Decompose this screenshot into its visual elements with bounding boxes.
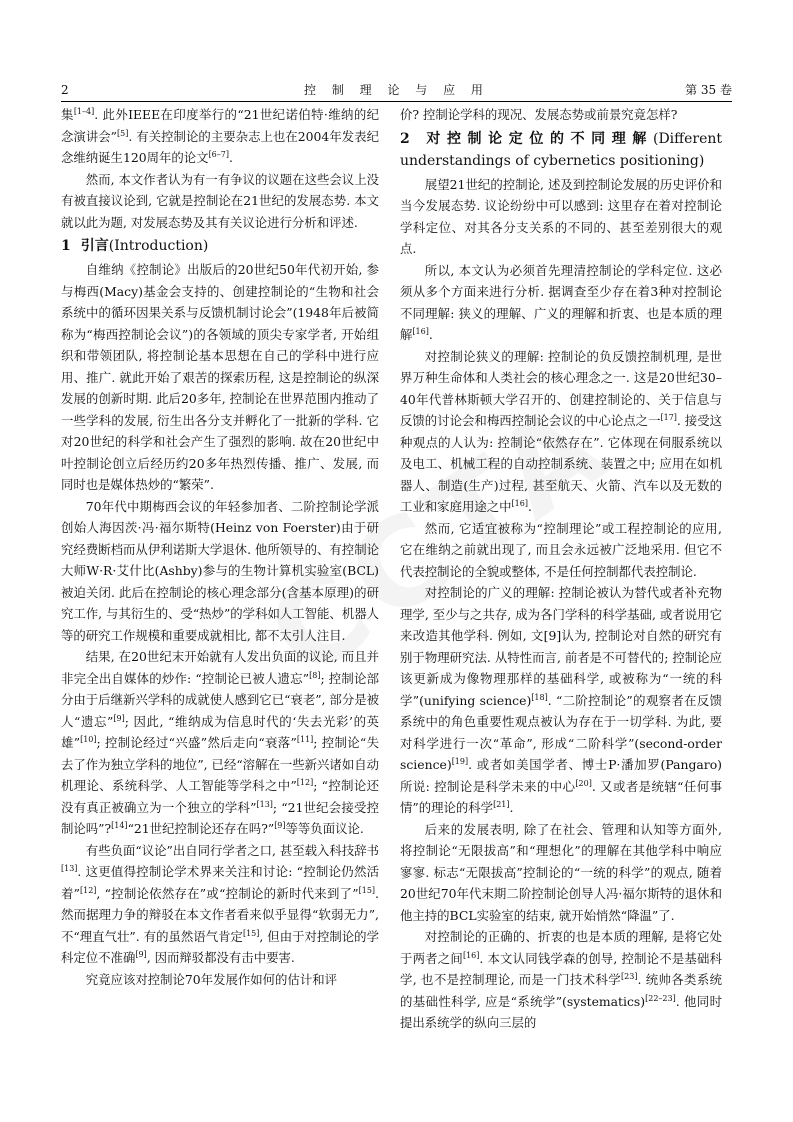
paragraph	[61, 840, 379, 969]
paragraph-text: , 但由于对控制论的学科定位不准确	[61, 928, 379, 965]
paragraph	[61, 646, 379, 840]
paragraph-text: 后来的发展表明, 除了在社会、管理和认知等方面外, 将控制论“无限拔高”和“理想化”的理解在其他学科中响应寥寥. 标志“无限拔高”控制论的“一统的科学”的观点, 随着20世纪70年代末期二阶控制论创导人冯·福尔斯特的退休和他主持的BCL实验室的结束, 就开始悄然“降温”了.	[400, 821, 722, 923]
paragraph-text: 究竟应该对控制论70年发展作如何的估计和评	[85, 971, 337, 987]
citation-ref: [13]	[61, 863, 78, 873]
paragraph	[400, 260, 722, 346]
paragraph	[61, 169, 379, 234]
paragraph	[61, 104, 379, 169]
paragraph-text: . 这更值得控制论学术界来关注和讨论: “控制论仍然活着”	[61, 864, 379, 901]
citation-ref: [10]	[80, 734, 97, 744]
paragraph	[400, 819, 722, 927]
paragraph	[400, 346, 722, 518]
volume-label: 第 35 卷	[685, 83, 732, 97]
paragraph-text: 对控制论的正确的、折衷的也是本质的理解, 是将它处于两者之间	[400, 929, 722, 966]
citation-ref: [14]	[111, 820, 128, 830]
paragraph-text: .	[509, 800, 514, 815]
paragraph-text: .	[228, 150, 233, 165]
paragraph-text: , “控制论依然存在”或“控制论的新时代来到了”	[96, 885, 359, 901]
section-title-english: (Different understandings of cybernetics positioning)	[400, 130, 722, 169]
paragraph-text: 70年代中期梅西会议的年轻参加者、二阶控制论学派创始人海因茨·冯·福尔斯特(Heinz von Foerster)由于研究经费断档而从伊利诺斯大学退休. 他所领导的、有控制论大师W·R·艾什比(Ashby)参与的生物计算机实验室(BCL)被迫关闭. 此后在控制论的核心理念部分(含基本原理)的研究工作, 与其衍生的、受“热炒”的学科如人工智能、机器人等的研究工作规模和重要成就相比, 都不太引人注目.	[61, 498, 379, 643]
paragraph-text: . 统帅各类系统的基础性科学, 应是“系统学”(systematics)	[400, 972, 722, 1009]
paragraph-text: 集	[61, 107, 74, 122]
citation-ref: [18]	[531, 692, 548, 702]
paragraph-text: 结果, 在20世纪末开始就有人发出负面的议论, 而且并非完全出自媒体的炒作: “控制论已被人遗忘”	[61, 649, 379, 686]
section-number: 2	[400, 130, 410, 147]
running-header	[61, 81, 732, 99]
section-number: 1	[61, 238, 71, 254]
citation-ref: [12]	[80, 885, 97, 895]
section-heading	[61, 235, 379, 257]
citation-ref: [11]	[296, 734, 314, 744]
citation-ref: [15]	[242, 928, 260, 938]
paragraph	[61, 969, 379, 991]
paragraph-text: ; 控制论经过“兴盛”然后走向“衰落”	[96, 735, 297, 750]
paragraph-text: . “二阶控制论”的观察者在反馈系统中的角色重要性观点被认为存在于一切学科. 为此, 要对科学进行一次“革命”, 形成“二阶科学”(second-order science)	[400, 692, 723, 772]
paragraph-text: 等等负面议论.	[285, 821, 364, 836]
paragraph	[61, 496, 379, 647]
paragraph	[400, 174, 722, 260]
paragraph-text: 展望21世纪的控制论, 述及到控制论发展的历史评价和当今发展态势. 议论纷纷中可以感到: 这里存在着对控制论学科定位、对其各分支关系的不同的、甚至差别很大的观点.	[400, 176, 722, 256]
paragraph-text: . 然而据理力争的辩驳在本文作者看来似乎显得“软弱无力”, 不“理直气壮”. 有的虽然语气肯定	[61, 885, 379, 944]
citation-ref: [6–7]	[208, 149, 229, 159]
paragraph-text: , 因而辩驳都没有击中要害.	[146, 950, 295, 965]
citation-ref: [21]	[493, 799, 510, 809]
header-rule	[61, 101, 732, 102]
paragraph-text: ; “21世纪会接受控制论吗”?	[61, 799, 379, 836]
paragraph	[400, 104, 722, 126]
paragraph-text: 然而, 本文作者认为有一有争议的议题在这些会议上没有被直接议论到, 它就是控制论在21世纪的发展态势. 本文就以此为题, 对发展态势及其有关议论进行分析和评述.	[61, 171, 379, 230]
citation-ref: [8]	[309, 670, 321, 680]
citation-ref: [16]	[412, 326, 429, 336]
paragraph-text: 然而, 它适宜被称为“控制理论”或工程控制论的应用, 它在维纳之前就出现了, 而且会永远被广泛地采用. 但它不代表控制论的全貌或整体, 不是任何控制都代表控制论.	[400, 520, 722, 579]
paragraph	[61, 259, 379, 496]
citation-ref: [9]	[113, 713, 125, 723]
paragraph-text: . 或者如美国学者、博士P·潘加罗(Pangaro)所说: 控制论是科学未来的中心	[400, 757, 722, 794]
paragraph-text: ; “控制论还没有真正被确立为一个独立的学科”	[61, 778, 379, 815]
paragraph-text: .	[527, 499, 532, 514]
citation-ref: [5]	[117, 128, 129, 138]
paragraph-text: . 此外IEEE在印度举行的“21世纪诺伯特·维纳的纪念演讲会”	[61, 107, 380, 144]
paragraph-text: 有些负面“议论”出自同行学者之口, 甚至载入科技辞书	[85, 842, 379, 858]
paragraph	[400, 926, 722, 1034]
section-title-english: (Introduction)	[108, 238, 209, 254]
paragraph-text: 自维纳《控制论》出版后的20世纪50年代初开始, 参与梅西(Macy)基金会支持的、创建控制论的“生物和社会系统中的循环因果关系与反馈机制讨论会”(1948年后被简称为“梅西控制论会议”)的各领域的顶尖专家学者, 开始组织和带领团队, 将控制论基本思想在自己的学科中进行应用、推广. 就此开始了艰苦的探索历程, 这是控制论的纵深发展的创新时期. 此后20多年, 控制论在世界范围内推动了一些学科的发展, 衍生出各分支并孵化了一批新的学科. 它对20世纪的科学和社会产生了强烈的影响. 故在20世纪中叶控制论创立后经历约20多年热烈传播、推广、发展, 而同时也是媒体热炒的“繁荣”.	[61, 262, 379, 492]
citation-ref: [9]	[274, 820, 286, 830]
section-title: 引言	[80, 238, 109, 254]
citation-ref: [23]	[621, 971, 638, 981]
paragraph-text: 对控制论的广义的理解: 控制论被认为替代或者补充物理学, 至少与之共存, 成为各门学科的科学基础, 或者说用它来改造其他学科. 例如, 文[9]认为, 控制论对自然的研究有别于物理研究法. 从特性而言, 前者是不可替代的; 控制论应该更新成为像物理那样的基础科学, 或被称为“一统的科学”(unifying science)	[400, 585, 722, 708]
citation-ref: [12]	[296, 777, 314, 787]
paragraph-text: . 接受这种观点的人认为: 控制论“依然存在”. 它体现在伺服系统以及电工、机械工程的自动控制系统、装置之中; 应用在如机器人、制造(生产)过程, 甚至航天、火箭、汽车以及无数的工业和家庭用途之中	[400, 413, 722, 514]
paragraph	[400, 518, 722, 583]
paragraph-text: ; 因此, “维纳成为信息时代的‘失去光彩’的英雄”	[61, 713, 380, 750]
paragraph-text: ; 控制论“失去了作为独立学科的地位”, 已经“溶解在一些新兴诸如自动机理论、系统科学、人工智能等学科之中”	[61, 735, 380, 793]
paragraph-text: . 他同时提出系统学的纵向三层的	[400, 993, 722, 1030]
page-number: 2	[61, 83, 69, 97]
paragraph-text: 所以, 本文认为必须首先理清控制论的学科定位. 这必须从多个方面来进行分析. 据调查至少存在着3种对控制论不同理解: 狭义的理解、广义的理解和折衷、也是本质的理解	[400, 262, 722, 342]
citation-ref: [15]	[358, 885, 376, 895]
citation-ref: [1–4]	[73, 106, 95, 116]
citation-ref: [13]	[256, 799, 273, 809]
paragraph-text: . 又或者是统辖“任何事情”的理论的科学	[400, 778, 722, 815]
citation-ref: [9]	[135, 949, 147, 959]
paragraph	[400, 582, 722, 819]
paragraph-text: . 有关控制论的主要杂志上也在2004年发表纪念维纳诞生120周年的论文	[61, 128, 379, 165]
citation-ref: [22–23]	[645, 993, 676, 1003]
paragraph-text: . 本文认同钱学森的创导, 控制论不是基础科学, 也不是控制理论, 而是一门技术科学	[400, 950, 722, 987]
right-column	[400, 104, 722, 1034]
citation-ref: [20]	[575, 778, 592, 788]
paragraph-text: .	[428, 327, 433, 342]
citation-ref: [17]	[660, 412, 677, 422]
section-heading	[400, 128, 722, 172]
paragraph-text: “21世纪控制论还存在吗?”	[127, 821, 275, 836]
section-title: 对控制论定位的不同理解	[419, 130, 653, 147]
citation-ref: [19]	[451, 756, 469, 766]
citation-ref: [16]	[511, 498, 528, 508]
paragraph-text: 价? 控制论学科的现况、发展态势或前景究竟怎样?	[400, 107, 678, 122]
paragraph-text: 对控制论狭义的理解: 控制论的负反馈控制机理, 是世界万种生命体和人类社会的核心理念之一. 这是20世纪30–40年代普林斯顿大学召开的、创建控制论的、关于信息与反馈的讨论会和梅西控制论会议的中心论点之一	[400, 348, 722, 428]
journal-title: 控 制 理 论 与 应 用	[304, 83, 489, 97]
citation-ref: [16]	[462, 950, 480, 960]
left-column	[61, 104, 379, 990]
paragraph-text: ; 控制论部分由于后继新兴学科的成就使人感到它已“衰老”, 部分是被人“遗忘”	[61, 670, 379, 729]
